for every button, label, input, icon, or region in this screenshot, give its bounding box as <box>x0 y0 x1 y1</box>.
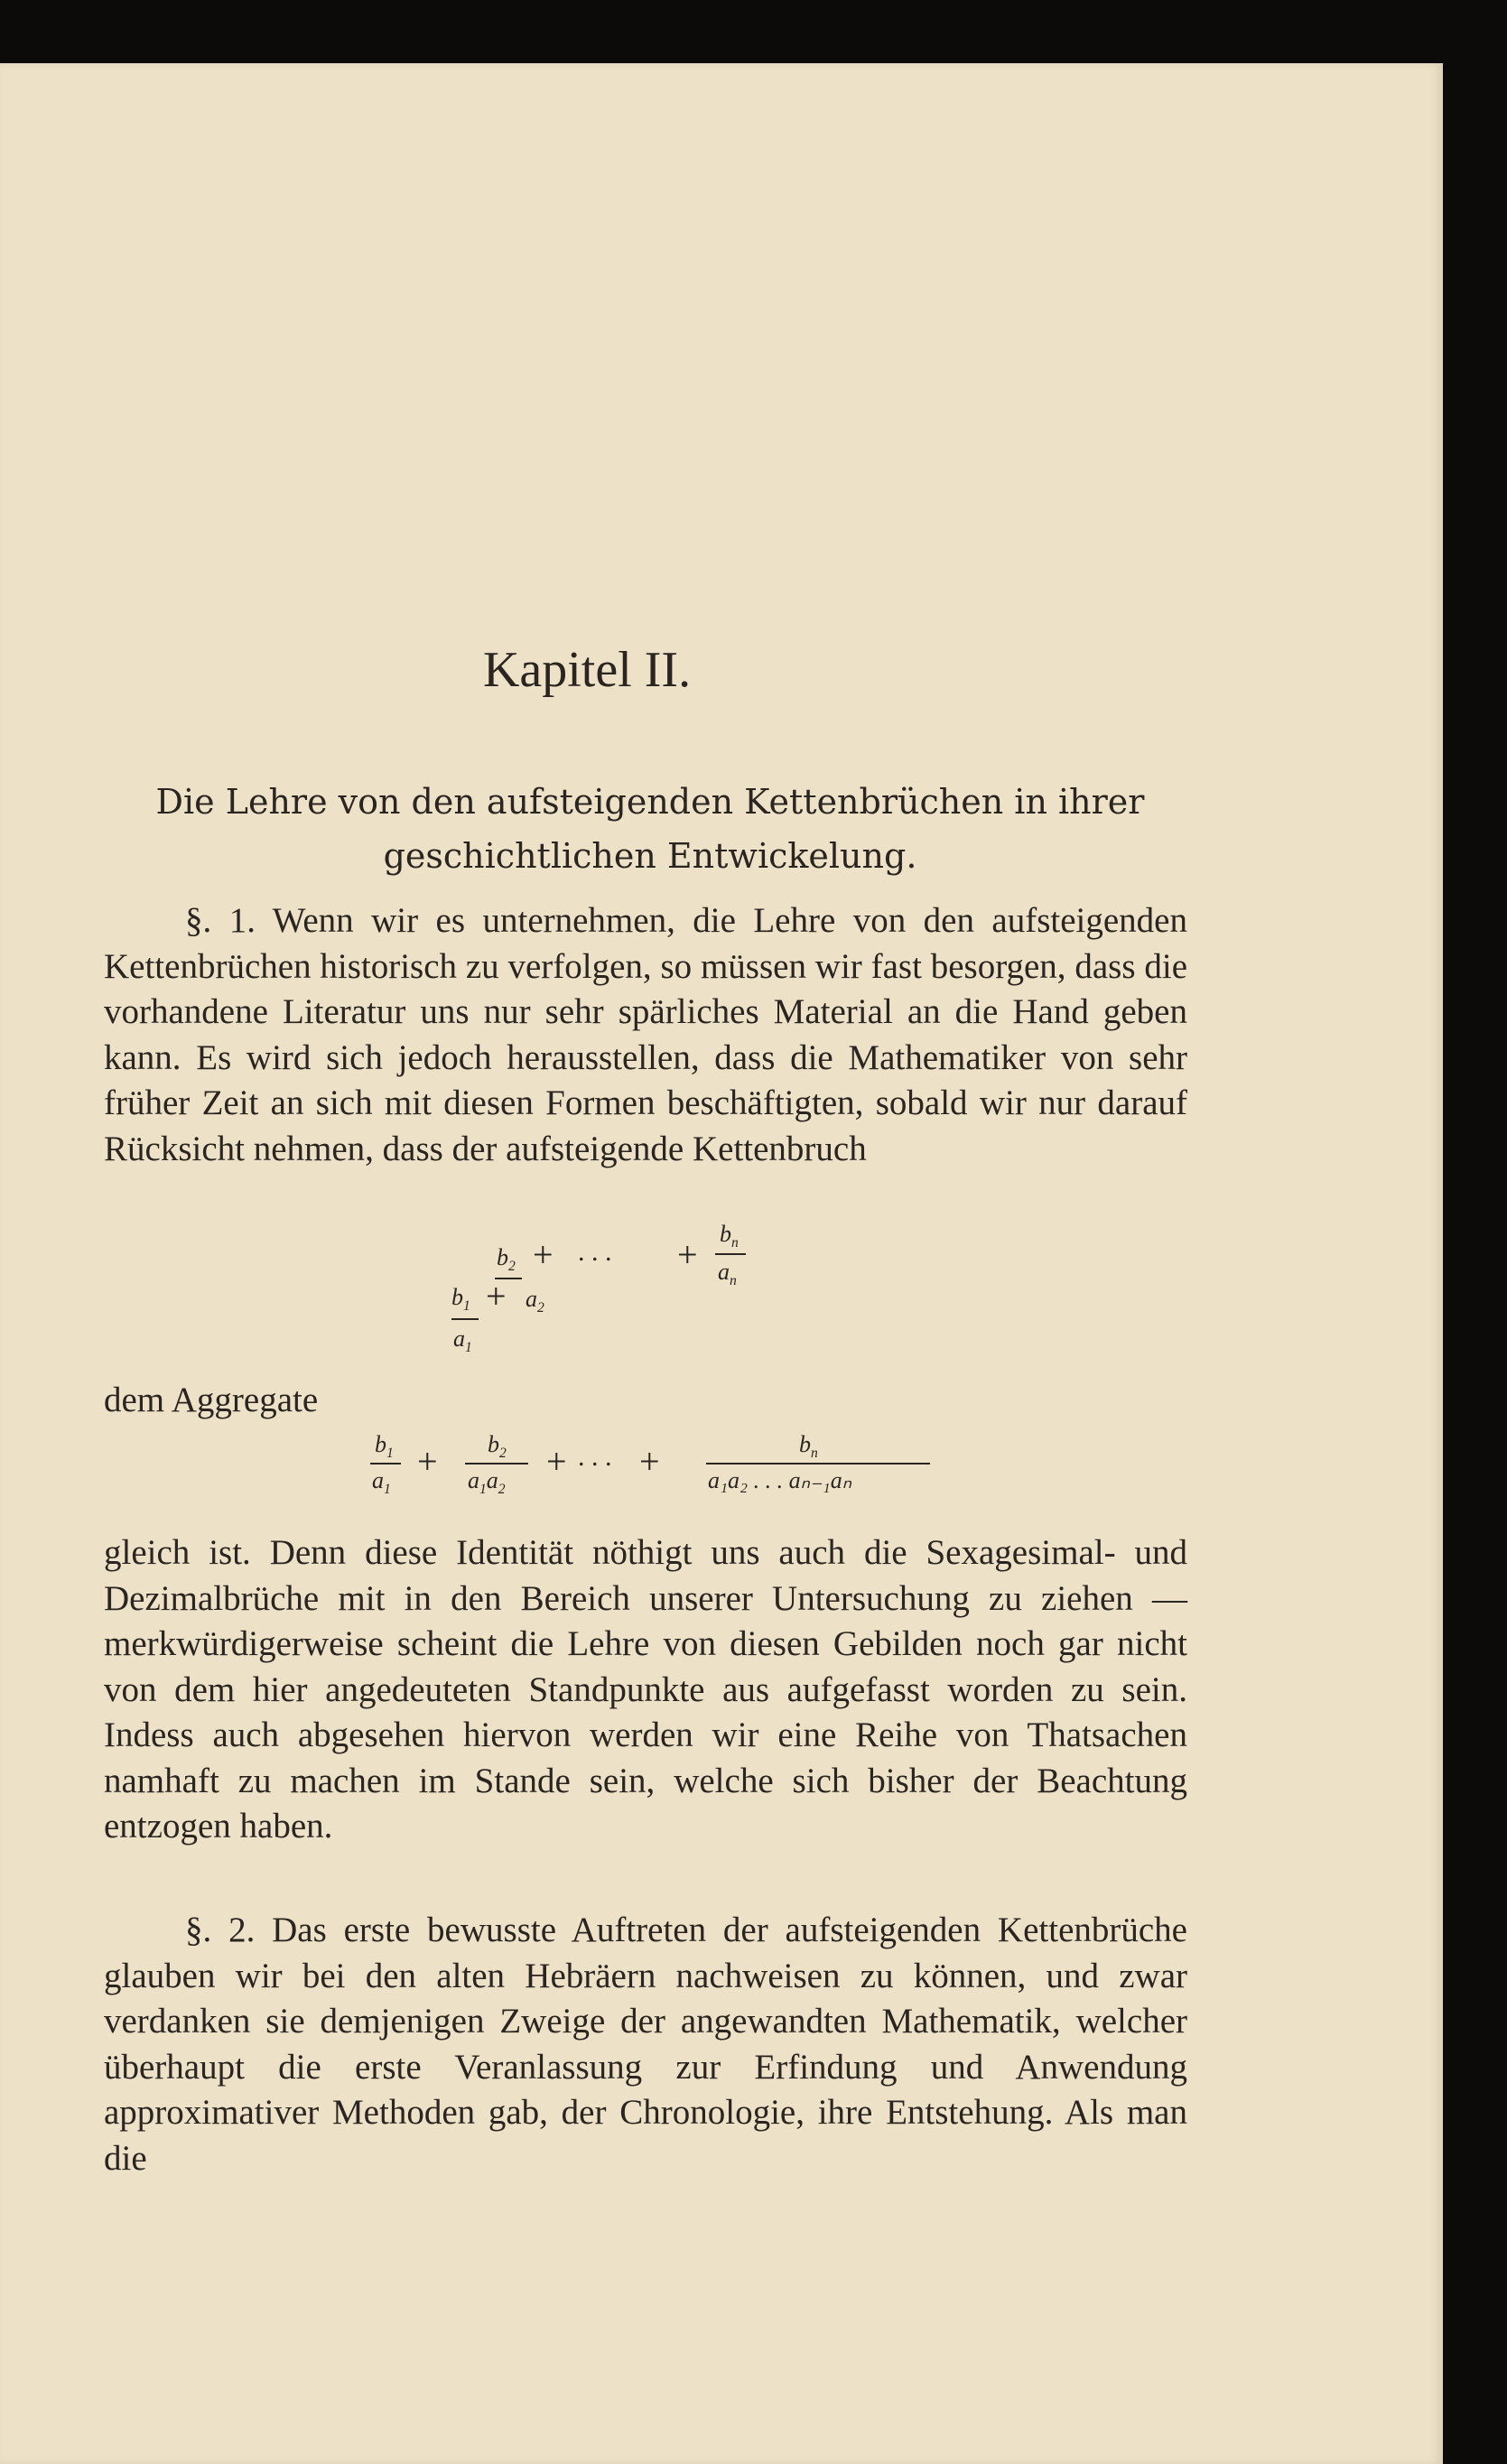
formula1-a2: $a_2$ <box>526 1286 544 1316</box>
formula2-tn-num: $b_n$ <box>799 1431 818 1462</box>
chapter-subtitle <box>126 775 1174 883</box>
formula2-t2-den: $a_1a_2$ <box>468 1467 506 1498</box>
formula2-tn-den: a₁a₂ . . . aₙ₋₁aₙ <box>708 1467 852 1493</box>
paragraph-1: §. 1. Wenn wir es unternehmen, die Lehre von den aufsteigenden Kettenbrüchen historisch zu verfolgen, so müssen wir fast besorgen, dass die vorhandene Literatur uns nur sehr spärliches Material an die Hand geben kann. Es wird sich jedoch herausstellen, dass die Mathematiker von sehr früher Zeit an sich mit diesen Formen beschäftigten, sobald wir nur darauf Rücksicht nehmen, dass der aufsteigende Kettenbruch <box>104 901 1187 1168</box>
formula2-tn-bar <box>706 1463 930 1464</box>
subtitle-line-2: geschichtlichen Entwickelung. <box>383 836 917 876</box>
book-page <box>0 63 1443 2464</box>
formula1-b2: $b_2$ <box>497 1244 516 1275</box>
formula2-t1-num: $b_1$ <box>375 1431 394 1462</box>
formula2-t2-bar <box>465 1463 528 1464</box>
formula1-plus-3: + <box>486 1276 507 1316</box>
paragraph-2: gleich ist. Denn diese Identität nöthigt uns auch die Sexagesimal- und Dezimalbrüche mit in den Bereich unserer Untersuchung zu ziehen — merkwürdigerweise scheint die Lehre von diesen Gebilden noch gar nicht von dem hier angedeuteten Standpunkte aus aufgefasst worden zu sein. Indess auch abgesehen hiervon werden wir eine Reihe von Thatsachen namhaft zu machen im Stande sein, welche sich bisher der Beachtung entzogen haben. <box>104 1533 1187 1846</box>
paragraph-3: §. 2. Das erste bewusste Auftreten der aufsteigenden Kettenbrüche glauben wir bei den alten Hebräern nachweisen zu können, und zwar verdanken sie demjenigen Zweige der angewandten Mathematik, welcher überhaupt die erste Veranlassung zur Erfindung und Anwendung approximativer Methoden gab, der Chronologie, ihre Entstehung. Als man die <box>104 1911 1187 2178</box>
aggregate-formula <box>352 1431 948 1512</box>
formula1-an: $a_n$ <box>718 1259 737 1289</box>
formula2-t1-den: $a_1$ <box>372 1467 391 1498</box>
formula1-a1: $a_1$ <box>453 1325 472 1356</box>
formula2-t1-bar <box>370 1463 401 1464</box>
formula2-plus-3: + <box>639 1441 660 1482</box>
formula1-bn-bar <box>715 1253 746 1255</box>
chapter-title: Kapitel II. <box>482 642 692 698</box>
formula1-plus-1: + <box>533 1234 553 1275</box>
formula2-plus-2: + <box>546 1441 567 1482</box>
formula2-t2-num: $b_2$ <box>488 1431 507 1462</box>
subtitle-line-1: Die Lehre von den aufsteigenden Kettenbrüchen in ihrer <box>155 782 1145 822</box>
formula1-dots: . . . <box>578 1237 612 1267</box>
formula2-plus-1: + <box>417 1441 438 1482</box>
formula1-b1-bar <box>451 1318 479 1320</box>
label-aggregate: dem Aggregate <box>104 1381 319 1419</box>
formula2-dots: . . . <box>578 1442 612 1472</box>
formula1-bn: $b_n$ <box>720 1221 739 1251</box>
formula1-b1: $b_1$ <box>451 1284 470 1315</box>
formula1-plus-2: + <box>677 1234 698 1275</box>
continued-fraction-formula <box>451 1221 903 1381</box>
